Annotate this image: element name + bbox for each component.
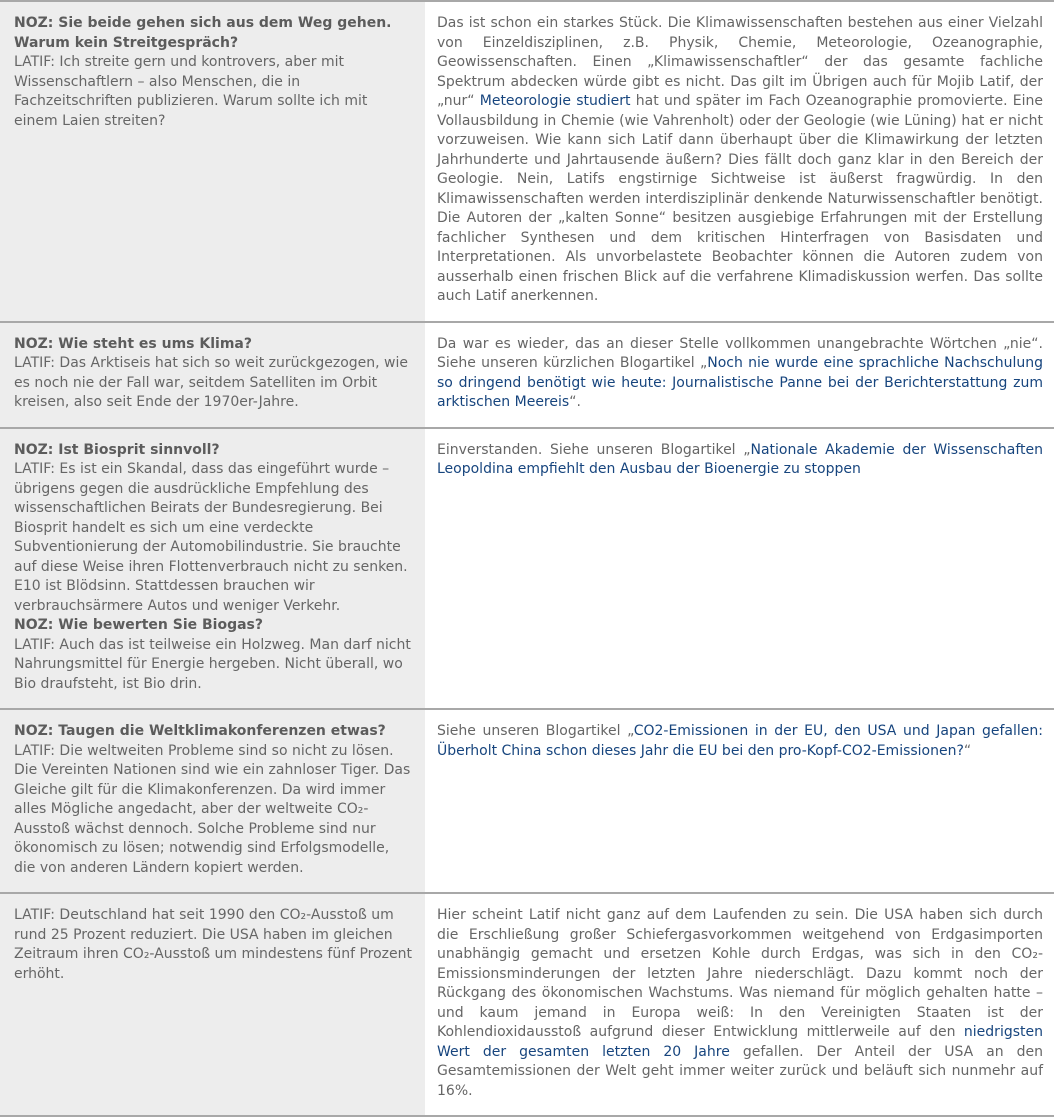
interview-row: [0, 2, 1054, 321]
blog-article-link[interactable]: Nationale Akademie der Wissenschaften Leopoldina empfiehlt den Ausbau der Bioenergie zu stoppen: [437, 441, 1043, 477]
commentary-paragraph: [437, 722, 1043, 761]
blog-article-link[interactable]: Meteorologie studiert: [479, 93, 631, 109]
interview-question: NOZ: Wie bewerten Sie Biogas?: [14, 617, 263, 633]
interview-answer: LATIF: Deutschland hat seit 1990 den CO₂-Ausstoß um rund 25 Prozent reduziert. Die USA haben im gleichen Zeitraum ihren CO₂-Ausstoß um mindestens fünf Prozent erhöht.: [14, 907, 413, 982]
commentary-text: Hier scheint Latif nicht ganz auf dem Laufenden zu sein. Die USA haben sich durch die Erschließung großer Schiefergasvorkommen weitgehend von Erdgasimporten unabhängig gemacht und ersetzen Kohle durch Erdgas, was sich in den CO₂-Emissionsminderungen der letzten Jahre niederschlägt. Dazu kommt noch der Rückgang des ökonomischen Wachstums. Was niemand für möglich gehalten hatte – und kaum jemand in Europa weiß: In den Vereinigten Staaten ist der Kohlendioxidausstoß aufgrund dieser Entwicklung mittlerweile auf den: [437, 907, 1043, 1040]
commentary-text: Einverstanden. Siehe unseren Blogartikel „: [437, 441, 751, 458]
commentary-cell: [425, 323, 1054, 427]
commentary-paragraph: [437, 14, 1043, 307]
commentary-cell: [425, 429, 1054, 709]
question-cell: [0, 894, 425, 1115]
commentary-cell: [425, 710, 1054, 892]
commentary-cell: [425, 894, 1054, 1115]
interview-question: NOZ: Taugen die Weltklimakonferenzen etwas?: [14, 723, 386, 739]
interview-answer: LATIF: Auch das ist teilweise ein Holzweg. Man darf nicht Nahrungsmittel für Energie hergeben. Nicht überall, wo Bio draufsteht, ist Bio drin.: [14, 636, 411, 692]
interview-row: [0, 427, 1054, 709]
commentary-text: hat und später im Fach Ozeanographie promovierte. Eine Vollausbildung in Chemie (wie Vahrenholt) oder der Geologie (wie Lüning) hat er nicht vorzuweisen. Wie kann sich Latif dann überhaupt über die Klimawirkung der letzten Jahrhunderte und Jahrtausende äußern? Dies fällt doch ganz klar in den Bereich der Geologie. Nein, Latifs engstirnige Sichtweise ist äußerst fragwürdig. In den Klimawissenschaften werden interdisziplinär denkende Naturwissenschaftler benötigt. Die Autoren der „kalten Sonne“ besitzen ausgiebige Erfahrungen mit der Erstellung fachlicher Synthesen und dem kritischen Hinterfragen von Basisdaten und Interpretationen. Als unvorbelastete Beobachter können die Autoren zudem von ausserhalb einen frischen Blick auf die verfahrene Klimadiskussion werfen. Das sollte auch Latif anerkennen.: [437, 93, 1043, 304]
blog-article-link[interactable]: CO2-Emissionen in der EU, den USA und Japan gefallen: Überholt China schon dieses Jahr die EU bei den pro-Kopf-CO2-Emissionen?: [437, 723, 1043, 759]
interview-answer: LATIF: Das Arktiseis hat sich so weit zurückgezogen, wie es noch nie der Fall war, seitdem Satelliten im Orbit kreisen, also seit Ende der 1970er-Jahre.: [14, 355, 408, 410]
commentary-cell: [425, 2, 1054, 321]
commentary-text: Das ist schon ein starkes Stück. Die Klimawissenschaften bestehen aus einer Vielzahl von Einzeldisziplinen, z.B. Physik, Chemie, Meteorologie, Ozeanographie, Geowissenschaften. Einen „Klimawissenschaftler“ der das gesamte fachliche Spektrum abdecken würde gibt es nicht. Das gilt im Übrigen auch für Mojib Latif, der „nur“: [437, 15, 1043, 109]
commentary-text: “.: [569, 394, 581, 410]
interview-question: NOZ: Ist Biosprit sinnvoll?: [14, 441, 220, 458]
interview-row: [0, 892, 1054, 1115]
question-cell: [0, 429, 425, 709]
commentary-paragraph: [437, 335, 1043, 413]
blog-article-link[interactable]: Noch nie wurde eine sprachliche Nachschulung so dringend benötigt wie heute: Journalistische Panne bei der Berichterstattung zum arktischen Meereis: [437, 355, 1043, 410]
question-cell: [0, 2, 425, 321]
blog-article-link[interactable]: niedrigsten Wert der gesamten letzten 20 Jahre: [437, 1024, 1043, 1060]
commentary-paragraph: [437, 441, 1043, 480]
interview-question: NOZ: Wie steht es ums Klima?: [14, 335, 252, 352]
interview-answer: LATIF: Ich streite gern und kontrovers, aber mit Wissenschaftlern – also Menschen, die in Fachzeitschriften publizieren. Warum sollte ich mit einem Laien streiten?: [14, 54, 368, 129]
interview-answer: LATIF: Es ist ein Skandal, dass das eingeführt wurde – übrigens gegen die ausdrückliche Empfehlung des wissenschaftlichen Beirats der Bundesregierung. Bei Biosprit handelt es sich um eine verdeckte Subventionierung der Automobilindustrie. Sie brauchte auf diese Weise ihren Flottenverbrauch nicht zu senken. E10 ist Blödsinn. Stattdessen brauchen wir verbrauchsärmere Autos und weniger Verkehr.: [14, 461, 408, 614]
interview-row: [0, 708, 1054, 892]
commentary-text: Da war es wieder, das an dieser Stelle vollkommen unangebrachte Wörtchen „nie“. Siehe unseren kürzlichen Blogartikel „: [437, 335, 1043, 371]
commentary-text: gefallen. Der Anteil der USA an den Gesamtemissionen der Welt geht immer weiter zurück und beläuft sich nunmehr auf 16%.: [437, 1043, 1043, 1099]
interview-answer: LATIF: Die weltweiten Probleme sind so nicht zu lösen. Die Vereinten Nationen sind wie ein zahnloser Tiger. Das Gleiche gilt für die Klimakonferenzen. Da wird immer alles Mögliche angedacht, aber der weltweite CO₂-Ausstoß wächst dennoch. Solche Probleme sind nur ökonomisch zu lösen; notwendig sind Erfolgsmodelle, die von anderen Ländern kopiert werden.: [14, 742, 411, 876]
question-cell: [0, 323, 425, 427]
interview-question: NOZ: Sie beide gehen sich aus dem Weg gehen. Warum kein Streitgespräch?: [14, 15, 392, 51]
commentary-text: “: [963, 742, 972, 759]
commentary-text: Siehe unseren Blogartikel „: [437, 723, 634, 739]
commentary-paragraph: [437, 906, 1043, 1101]
interview-row: [0, 321, 1054, 427]
question-cell: [0, 710, 425, 892]
